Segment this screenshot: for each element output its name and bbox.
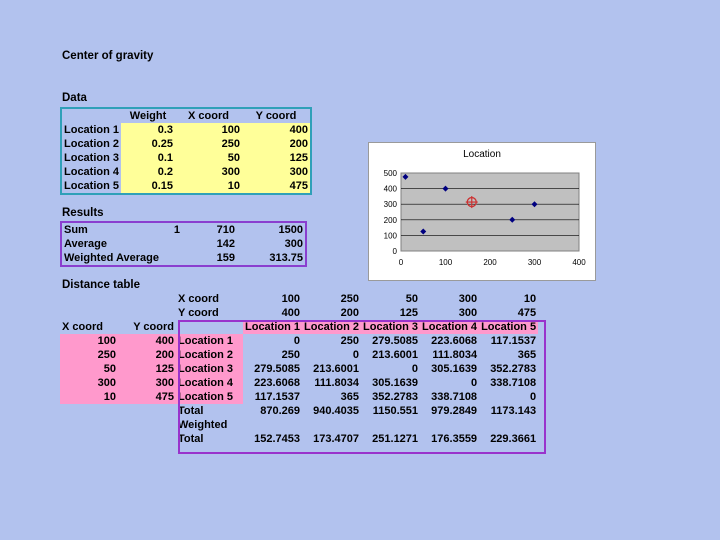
distance-section-label: Distance table	[62, 279, 140, 291]
row-x-coord[interactable]: 100	[60, 334, 118, 348]
results-y[interactable]: 1500	[278, 224, 303, 236]
col-y-coord[interactable]: 400	[281, 307, 301, 319]
weighted-label-row	[60, 418, 538, 432]
total-cell[interactable]: 940.4035	[313, 405, 360, 417]
location-scatter-plot	[369, 143, 595, 280]
x-tick-label: 400	[572, 258, 586, 267]
location-header: Location 2	[304, 321, 360, 333]
total-cell[interactable]: 1150.551	[372, 405, 419, 417]
y-tick-label: 300	[383, 200, 397, 210]
y-coord-header: Y coord	[255, 110, 297, 122]
data-row	[61, 165, 311, 179]
x-coord-cell[interactable]: 10	[175, 179, 242, 194]
y-tick-label: 100	[383, 231, 397, 241]
weight-cell[interactable]: 0.2	[121, 165, 175, 179]
x-tick-label: 300	[527, 258, 542, 267]
results-row	[61, 251, 306, 266]
total-row	[60, 404, 538, 418]
row-location-name: Location 5	[176, 390, 243, 404]
data-row	[61, 179, 311, 194]
y-coord-cell[interactable]: 475	[242, 179, 311, 194]
distance-cell[interactable]: 0	[529, 391, 537, 403]
plot-area	[401, 173, 579, 251]
weight-header: Weight	[129, 110, 167, 122]
results-weight[interactable]	[170, 251, 182, 266]
location-name[interactable]: Location 2	[64, 138, 120, 150]
distance-cell[interactable]: 305.1639	[372, 377, 419, 389]
x-coord-cell[interactable]: 100	[175, 123, 242, 137]
weighted-total-row	[60, 432, 538, 446]
row-location-name: Location 4	[176, 376, 243, 390]
weighted-total-cell[interactable]: 251.1271	[372, 433, 419, 445]
x-coord-cell[interactable]: 250	[175, 137, 242, 151]
distance-cell[interactable]: 0	[470, 377, 478, 389]
row-x-coord[interactable]: 10	[60, 390, 118, 404]
location-name[interactable]: Location 5	[64, 180, 120, 192]
results-x[interactable]: 710	[216, 224, 235, 236]
distance-row	[60, 376, 538, 390]
results-y[interactable]: 313.75	[269, 252, 303, 264]
row-y-coord[interactable]: 300	[118, 376, 176, 390]
row-y-coord[interactable]: 475	[118, 390, 176, 404]
col-y-coord[interactable]: 125	[399, 307, 419, 319]
results-section-label: Results	[62, 207, 104, 219]
distance-cell[interactable]: 365	[517, 349, 537, 361]
results-row	[61, 222, 306, 237]
col-x-coord[interactable]: 100	[281, 293, 301, 305]
location-name[interactable]: Location 4	[64, 166, 120, 178]
col-x-coord[interactable]: 300	[458, 293, 478, 305]
page-title: Center of gravity	[62, 50, 154, 62]
row-x-coord[interactable]: 250	[60, 348, 118, 362]
row-y-coord[interactable]: 125	[118, 362, 176, 376]
results-label[interactable]: Sum	[64, 224, 88, 236]
col-x-coord[interactable]: 250	[340, 293, 360, 305]
y-tick-label: 200	[383, 215, 397, 225]
distance-row	[60, 390, 538, 404]
x-coord-cell[interactable]: 300	[175, 165, 242, 179]
total-cell[interactable]: 870.269	[260, 405, 301, 417]
distance-cell[interactable]: 338.7108	[431, 391, 478, 403]
distance-row	[60, 362, 538, 376]
location-header: Location 4	[422, 321, 478, 333]
results-weight[interactable]	[170, 237, 182, 251]
distance-row	[60, 348, 538, 362]
y-coord-cell[interactable]: 125	[242, 151, 311, 165]
data-row	[61, 151, 311, 165]
row-location-name: Location 3	[176, 362, 243, 376]
data-row	[61, 123, 311, 137]
distance-cell[interactable]: 223.6068	[254, 377, 301, 389]
results-y[interactable]: 300	[284, 238, 303, 250]
y-coord-cell[interactable]: 400	[242, 123, 311, 137]
y-tick-label: 400	[383, 184, 397, 194]
location-name[interactable]: Location 1	[64, 124, 120, 136]
weight-cell[interactable]: 0.25	[121, 137, 175, 151]
results-table	[60, 221, 307, 267]
left-y-coord-header: Y coord	[133, 321, 174, 333]
data-row	[61, 137, 311, 151]
row-x-coord[interactable]: 300	[60, 376, 118, 390]
chart-title: Location	[463, 149, 501, 160]
distance-cell[interactable]: 213.6001	[313, 363, 360, 375]
y-coord-cell[interactable]: 300	[242, 165, 311, 179]
distance-cell[interactable]: 352.2783	[490, 363, 537, 375]
row-y-coord[interactable]: 400	[118, 334, 176, 348]
distance-cell[interactable]: 213.6001	[372, 349, 419, 361]
results-x[interactable]: 159	[216, 252, 235, 264]
results-row	[61, 237, 306, 251]
col-y-coord[interactable]: 200	[340, 307, 360, 319]
distance-cell[interactable]: 279.5085	[254, 363, 301, 375]
weight-cell[interactable]: 0.15	[121, 179, 175, 194]
distance-cell[interactable]: 250	[340, 335, 360, 347]
distance-cell[interactable]: 250	[281, 349, 301, 361]
distance-cell[interactable]: 117.1537	[490, 335, 537, 347]
distance-row	[60, 334, 538, 348]
distance-table	[60, 292, 538, 446]
data-section-label: Data	[62, 92, 87, 104]
x-tick-label: 0	[398, 258, 404, 267]
distance-cell[interactable]: 352.2783	[372, 391, 419, 403]
results-weight[interactable]: 1	[173, 224, 180, 236]
y-coord-row-label: Y coord	[178, 307, 219, 319]
col-y-coord[interactable]: 475	[517, 307, 537, 319]
x-tick-label: 100	[438, 258, 453, 267]
location-header-row	[60, 320, 538, 334]
y-tick-label: 0	[392, 247, 397, 256]
row-location-name: Location 1	[176, 334, 243, 348]
left-x-coord-header: X coord	[62, 321, 103, 333]
y-tick-label: 500	[383, 169, 397, 178]
data-table	[60, 107, 312, 195]
weighted-label: Weighted	[178, 419, 228, 431]
col-x-coord[interactable]: 10	[523, 293, 537, 305]
total-cell[interactable]: 979.2849	[431, 405, 478, 417]
distance-cell[interactable]: 279.5085	[372, 335, 419, 347]
weight-cell[interactable]: 0.3	[121, 123, 175, 137]
y-coord-cell[interactable]: 200	[242, 137, 311, 151]
weighted-total-label: Total	[178, 433, 204, 445]
y-coord-row	[60, 306, 538, 320]
weighted-total-cell[interactable]: 176.3559	[431, 433, 478, 445]
row-location-name: Location 2	[176, 348, 243, 362]
x-tick-label: 200	[483, 258, 497, 267]
total-cell[interactable]: 1173.143	[490, 405, 537, 417]
results-label[interactable]: Average	[64, 238, 108, 250]
row-y-coord[interactable]: 200	[118, 348, 176, 362]
row-x-coord[interactable]: 50	[60, 362, 118, 376]
weighted-total-cell[interactable]: 229.3661	[490, 433, 537, 445]
distance-cell[interactable]: 223.6068	[431, 335, 478, 347]
col-x-coord[interactable]: 50	[405, 293, 419, 305]
data-header-row	[61, 108, 311, 123]
distance-cell[interactable]: 338.7108	[490, 377, 537, 389]
location-name[interactable]: Location 3	[64, 152, 120, 164]
distance-cell[interactable]: 0	[293, 335, 301, 347]
weighted-total-cell[interactable]: 173.4707	[313, 433, 360, 445]
location-header: Location 3	[363, 321, 419, 333]
weight-cell[interactable]: 0.1	[121, 151, 175, 165]
col-y-coord[interactable]: 300	[458, 307, 478, 319]
x-coord-header: X coord	[188, 110, 229, 122]
distance-cell[interactable]: 111.8034	[314, 377, 360, 389]
distance-cell[interactable]: 117.1537	[254, 391, 301, 403]
total-label: Total	[178, 405, 204, 417]
distance-cell[interactable]: 111.8034	[432, 349, 478, 361]
location-chart[interactable]	[368, 142, 596, 281]
location-header: Location 5	[481, 321, 537, 333]
results-label[interactable]: Weighted Average	[64, 252, 159, 264]
weighted-total-cell[interactable]: 152.7453	[254, 433, 301, 445]
data-header-cell	[61, 108, 121, 123]
distance-cell[interactable]: 0	[411, 363, 419, 375]
location-header: Location 1	[245, 321, 301, 333]
x-coord-row	[60, 292, 538, 306]
distance-cell[interactable]: 0	[352, 349, 360, 361]
distance-cell[interactable]: 365	[340, 391, 360, 403]
x-coord-cell[interactable]: 50	[175, 151, 242, 165]
x-coord-row-label: X coord	[178, 293, 219, 305]
distance-cell[interactable]: 305.1639	[431, 363, 478, 375]
results-x[interactable]: 142	[216, 238, 235, 250]
